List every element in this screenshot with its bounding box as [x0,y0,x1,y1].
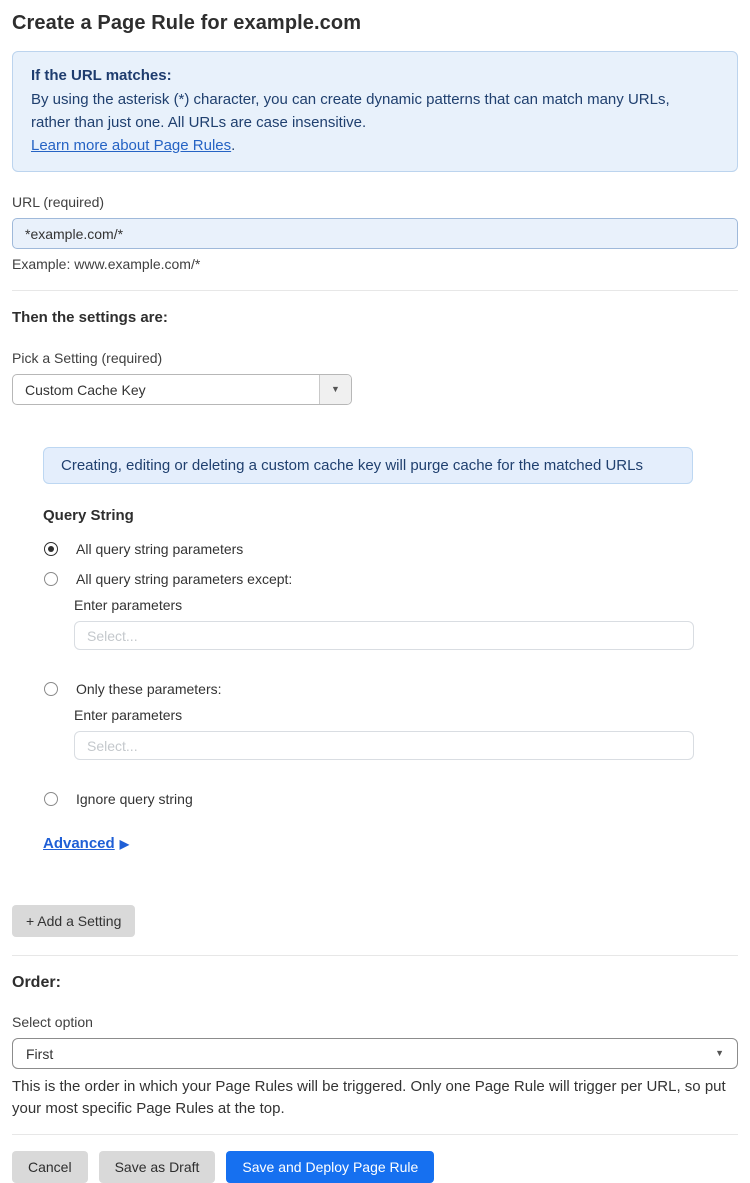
radio-label: Only these parameters: [76,681,222,697]
pick-setting-label: Pick a Setting (required) [12,350,163,366]
radio-option-only-these[interactable] [44,681,738,697]
info-box-footer [31,134,719,157]
radio-option-all-params[interactable] [44,541,738,557]
order-select-value: First [26,1045,54,1062]
order-help-text: This is the order in which your Page Rules will be triggered. Only one Page Rule will trigger per URL, so put your most specific Page Rules at the top. [12,1078,726,1117]
radio-icon[interactable] [44,682,58,696]
url-input[interactable] [12,218,738,249]
order-heading: Order: [12,974,61,991]
advanced-link[interactable] [43,835,129,852]
add-setting-button[interactable]: + Add a Setting [12,905,135,937]
url-field-label: URL (required) [12,194,105,210]
footer-actions [12,1151,738,1183]
radio-label: Ignore query string [76,791,193,807]
radio-icon[interactable] [44,572,58,586]
radio-option-ignore-query-string[interactable] [44,791,738,807]
query-string-heading: Query String [43,507,134,524]
only-params-input[interactable] [74,731,694,760]
chevron-down-icon: ▼ [331,384,340,394]
order-select-dropdown[interactable] [12,1038,738,1069]
order-select-label: Select option [12,1014,93,1030]
except-params-field [74,597,738,650]
info-box-heading: If the URL matches: [31,67,172,84]
page-title: Create a Page Rule for example.com [12,12,362,34]
setting-picker-dropdown[interactable] [12,374,352,405]
cache-key-notice: Creating, editing or deleting a custom cache key will purge cache for the matched URLs [43,447,693,484]
cancel-button[interactable]: Cancel [12,1151,88,1183]
setting-picker-value: Custom Cache Key [25,381,146,398]
radio-label: All query string parameters except: [76,571,293,587]
enter-parameters-label: Enter parameters [74,597,183,613]
link-period: . [231,137,236,154]
divider [12,290,738,291]
radio-option-all-except[interactable] [44,571,738,587]
save-and-deploy-button[interactable]: Save and Deploy Page Rule [226,1151,434,1183]
settings-heading: Then the settings are: [12,309,168,326]
url-match-info-box [12,51,738,172]
save-as-draft-button[interactable]: Save as Draft [99,1151,216,1183]
url-example-text: Example: www.example.com/* [12,256,201,272]
divider [12,1134,738,1135]
radio-icon[interactable] [44,792,58,806]
enter-parameters-label: Enter parameters [74,707,183,723]
chevron-down-icon: ▼ [715,1048,724,1058]
radio-icon-selected[interactable] [44,542,58,556]
setting-picker-arrow-button[interactable] [319,375,351,404]
only-params-field [74,707,738,760]
divider [12,955,738,956]
except-params-input[interactable] [74,621,694,650]
info-box-body: By using the asterisk (*) character, you can create dynamic patterns that can match many URLs, rather than just one. All URLs are case insensitive. [31,91,670,131]
learn-more-link[interactable]: Learn more about Page Rules [31,137,232,154]
radio-label: All query string parameters [76,541,244,557]
caret-right-icon: ▶ [119,836,129,851]
advanced-link-label: Advanced [43,835,115,852]
